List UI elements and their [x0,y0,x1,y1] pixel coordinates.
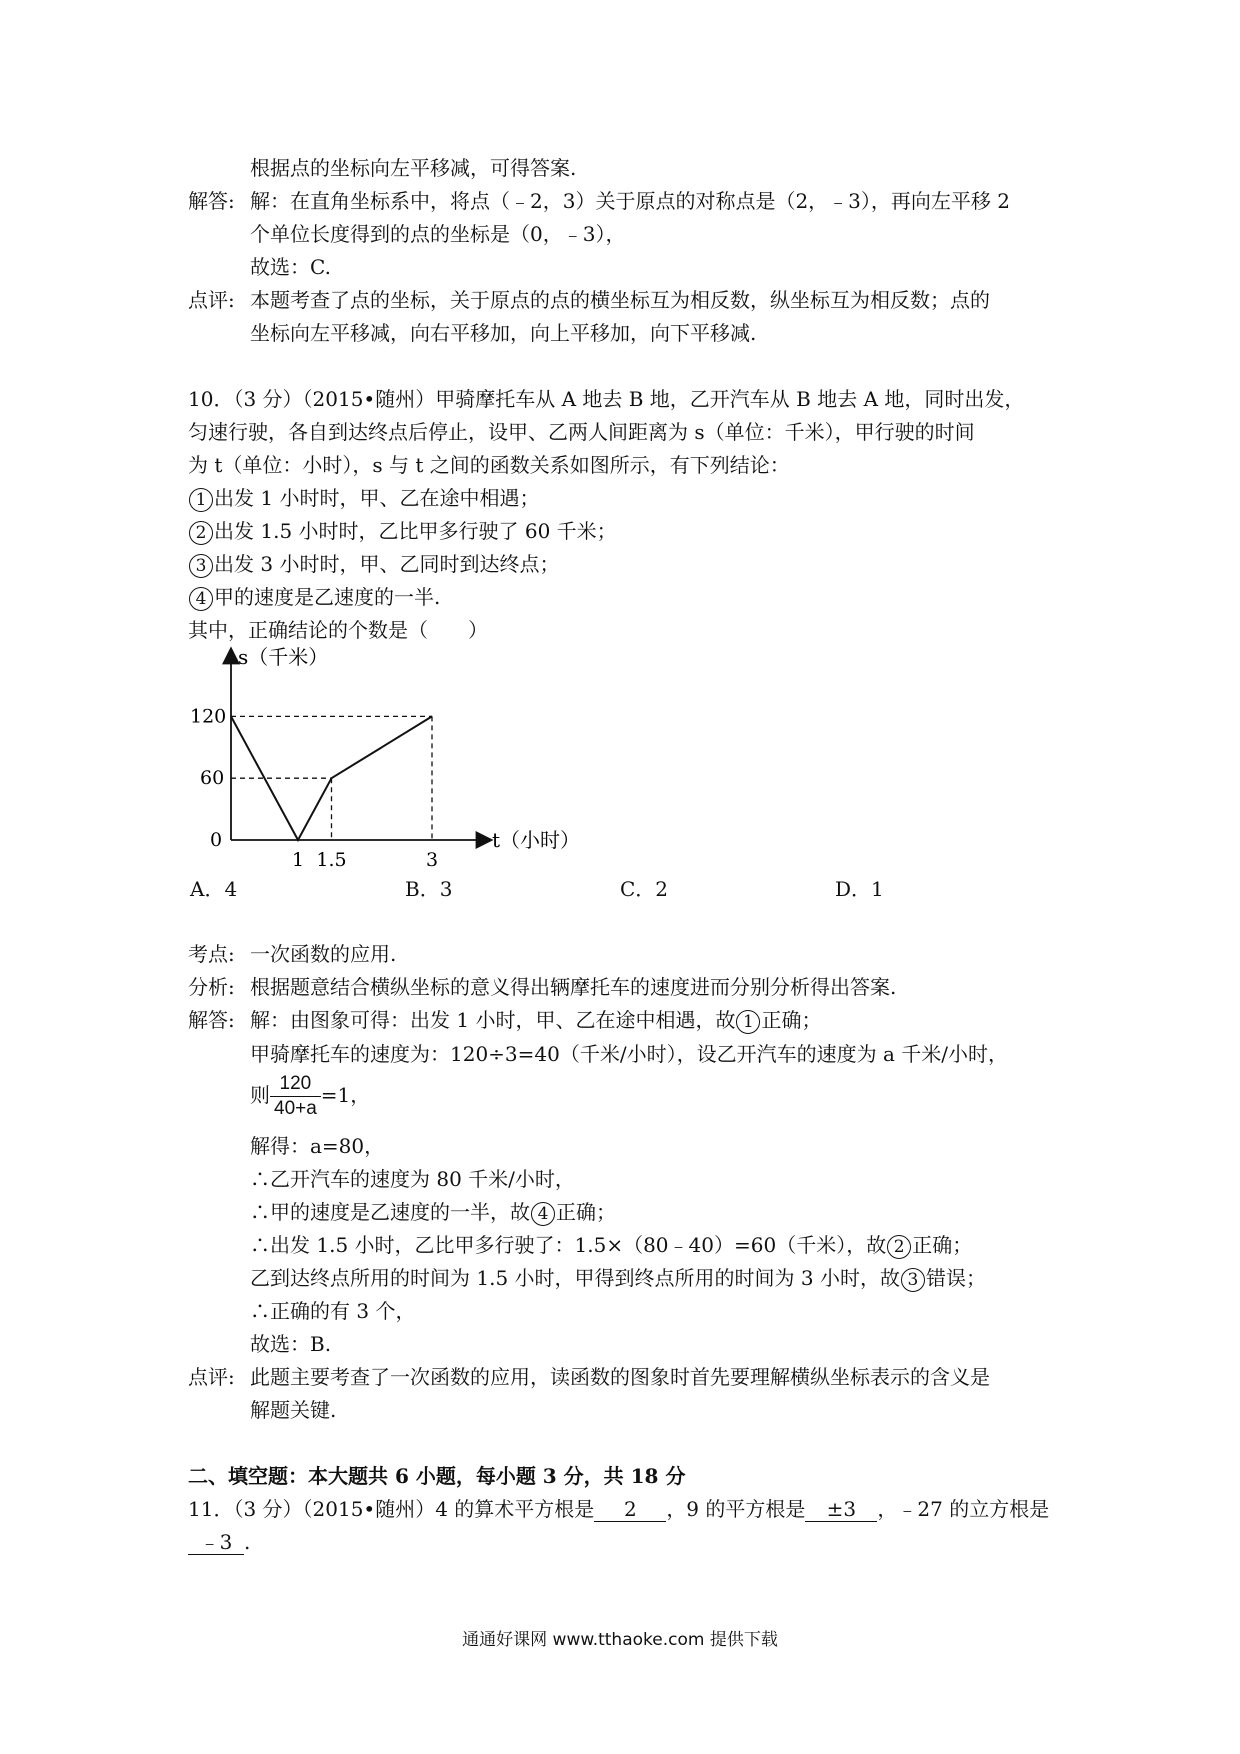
jieda-line-8: 乙到达终点所用的时间为 1.5 小时，甲得到终点所用的时间为 3 小时，故 3 错误； [250,1266,986,1290]
x-tick-label: 1 [291,849,305,870]
jieda-line-7: ∴出发 1.5 小时，乙比甲多行驶了：1.5×（80﹣40）=60（千米），故 2 正确； [250,1233,973,1257]
kaodian-line: 考点: 一次函数的应用. [188,942,397,966]
solution-line-1: 解答: 解：在直角坐标系中，将点（﹣2，3）关于原点的对称点是（2，﹣3），再向左平移 2 [188,189,1010,213]
jieda-line-3: 则 $\frac{120}{40+a}$ =1， [250,1073,371,1119]
q10-stem-line-3: 为 t（单位：小时），s 与 t 之间的函数关系如图所示，有下列结论： [188,453,790,477]
comment-line-2: 坐标向左平移减，向右平移加，向上平移加，向下平移减. [250,321,757,345]
dianping-line-1: 点评: 此题主要考查了一次函数的应用，读函数的图象时首先要理解横纵坐标表示的含义是 [188,1365,990,1389]
circled-number: 1 [736,1010,760,1034]
jieda-line-5: ∴乙开汽车的速度为 80 千米/小时， [250,1167,575,1191]
x-axis-label: t（小时） [492,828,581,852]
y-tick-label: 0 [210,829,223,851]
q11-line-2: ﹣3 . [188,1528,250,1556]
q11-line-1: 11．（3 分）（2015•随州）4 的算术平方根是 2 ，9 的平方根是 ±3 ，﹣27 的立方根是 [188,1497,1050,1521]
option-c: C．2 [620,877,669,901]
function-graph [180,640,600,870]
solution-line-3: 故选：C. [250,255,331,279]
jieda-line-1: 解答: 解：由图象可得：出发 1 小时，甲、乙在途中相遇，故 1 正确； [188,1008,822,1032]
circled-number: 3 [901,1268,925,1292]
circled-number: 3 [189,554,213,578]
page-footer: 通通好课网 www.tthaoke.com 提供下载 [462,1630,778,1650]
comment-label: 点评: [188,288,235,312]
circled-number: 4 [531,1202,555,1226]
q10-statement-2: 2 出发 1.5 小时时，乙比甲多行驶了 60 千米； [188,517,617,545]
option-b: B．3 [405,877,453,901]
solution-label: 解答: [188,189,235,213]
y-tick-label: 60 [200,767,225,790]
q10-stem-line-2: 匀速行驶，各自到达终点后停止，设甲、乙两人间距离为 s（单位：千米），甲行驶的时间 [188,420,975,444]
solution-line-2: 个单位长度得到的点的坐标是（0，﹣3）， [250,222,626,246]
circled-number: 1 [189,488,213,512]
kaodian-label: 考点: [188,942,235,966]
q10-statement-1: 1 出发 1 小时时，甲、乙在途中相遇； [188,484,539,512]
jieda-line-2: 甲骑摩托车的速度为：120÷3=40（千米/小时），设乙开汽车的速度为 a 千米/小时， [250,1042,1008,1066]
answer-blank: 2 [594,1497,666,1522]
fenxi-line: 分析: 根据题意结合横纵坐标的意义得出辆摩托车的速度进而分别分析得出答案. [188,975,897,999]
jieda-line-6: ∴甲的速度是乙速度的一半，故 4 正确； [250,1200,616,1224]
jieda-line-4: 解得：a=80， [250,1134,385,1158]
dianping-line-2: 解题关键. [250,1398,337,1422]
y-tick-label: 120 [190,705,227,728]
jieda-line-9: ∴正确的有 3 个， [250,1299,416,1323]
circled-number: 2 [189,521,213,545]
dianping-label: 点评: [188,1365,235,1389]
answer-blank: ﹣3 [188,1530,244,1555]
comment-line-1: 点评: 本题考查了点的坐标，关于原点的点的横坐标互为相反数，纵坐标互为相反数；点的 [188,288,990,312]
q10-statement-4: 4 甲的速度是乙速度的一半. [188,583,440,611]
y-axis-label: s（千米） [238,645,329,669]
fraction: $\frac{120}{40+a}$ [270,1072,321,1121]
circled-number: 2 [887,1235,911,1259]
option-d: D．1 [835,877,884,901]
analysis-continuation: 根据点的坐标向左平移减，可得答案. [250,156,577,180]
answer-blank: ±3 [805,1497,877,1522]
jieda-label: 解答: [188,1008,235,1032]
jieda-line-10: 故选：B. [250,1332,332,1356]
q10-question: 其中，正确结论的个数是（ ） [188,618,488,642]
section-heading: 二、填空题：本大题共 6 小题，每小题 3 分，共 18 分 [188,1464,686,1488]
fenxi-label: 分析: [188,975,235,999]
x-tick-label: 3 [425,849,439,870]
circled-number: 4 [189,587,213,611]
q10-stem-line-1: 10．（3 分）（2015•随州）甲骑摩托车从 A 地去 B 地，乙开汽车从 B 地去 A 地，同时出发， [188,387,1025,411]
option-a: A．4 [190,877,238,901]
q10-statement-3: 3 出发 3 小时时，甲、乙同时到达终点； [188,550,559,578]
x-tick-label: 1.5 [316,849,347,870]
